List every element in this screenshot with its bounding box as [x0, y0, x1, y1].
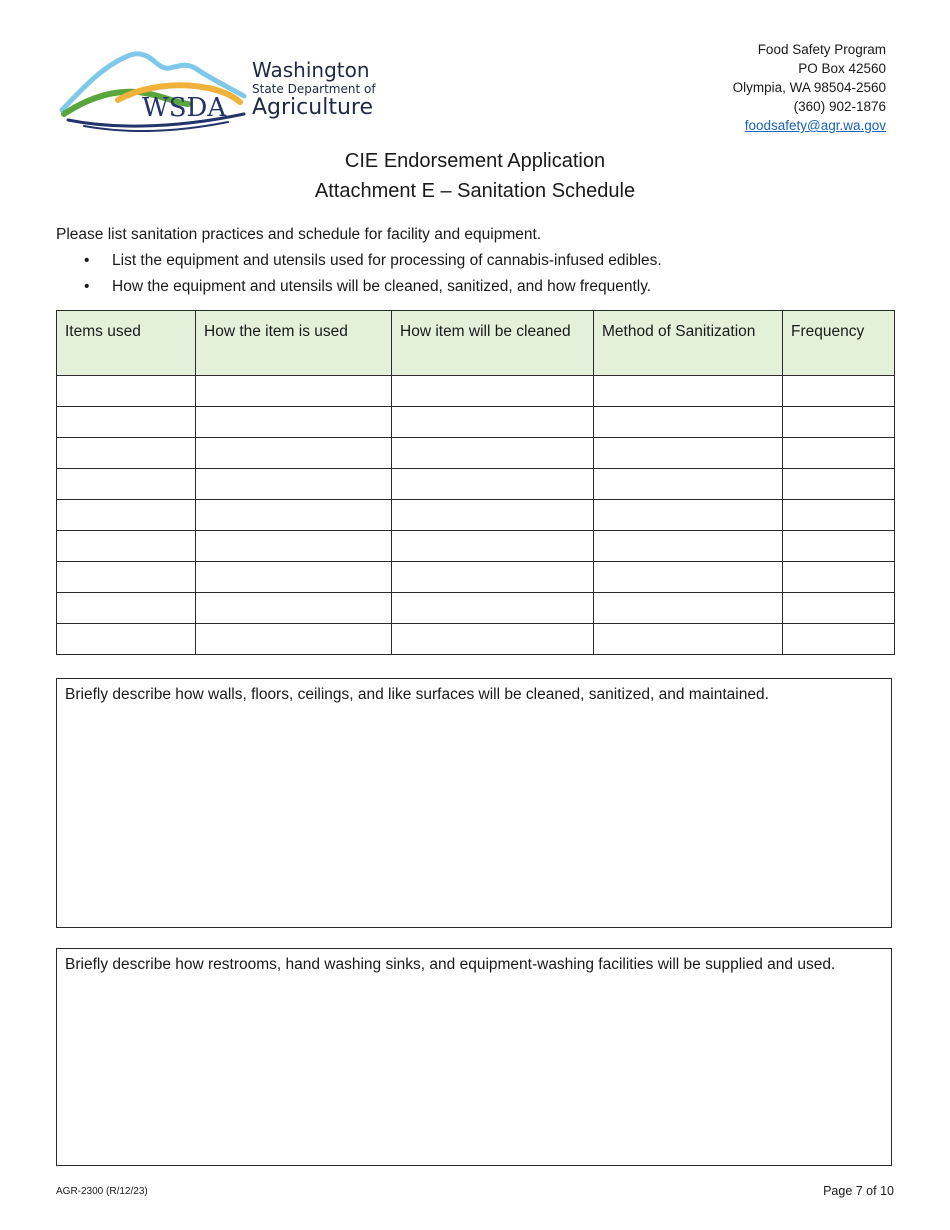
- title-line-1: CIE Endorsement Application: [344, 150, 606, 172]
- table-cell[interactable]: [783, 469, 895, 500]
- table-cell[interactable]: [392, 593, 594, 624]
- table-cell[interactable]: [392, 376, 594, 407]
- instructions-bullet: • List the equipment and utensils used for processing of cannabis-infused edibles.: [56, 248, 662, 274]
- title-line-2: Attachment E – Sanitation Schedule: [314, 180, 636, 202]
- sanitation-schedule-table: [56, 310, 895, 655]
- table-cell[interactable]: [392, 531, 594, 562]
- table-cell[interactable]: [57, 376, 196, 407]
- table-cell[interactable]: [594, 407, 783, 438]
- table-row: [57, 376, 895, 407]
- table-cell[interactable]: [594, 624, 783, 655]
- table-cell[interactable]: [783, 438, 895, 469]
- table-cell[interactable]: [783, 562, 895, 593]
- header-items-used: Items used: [57, 311, 196, 376]
- walls-floors-description-box[interactable]: [56, 678, 892, 928]
- wsda-emblem-text: WSDA: [142, 93, 227, 123]
- table-cell[interactable]: [594, 500, 783, 531]
- form-number: AGR-2300 (R/12/23): [56, 1186, 148, 1197]
- contact-program: Food Safety Program: [757, 42, 886, 57]
- contact-po-box: PO Box 42560: [798, 61, 886, 76]
- contact-email-link[interactable]: foodsafety@agr.wa.gov: [744, 118, 886, 133]
- table-cell[interactable]: [783, 376, 895, 407]
- table-cell[interactable]: [57, 531, 196, 562]
- table-cell[interactable]: [594, 469, 783, 500]
- contact-phone: (360) 902-1876: [793, 99, 886, 114]
- table-cell[interactable]: [57, 469, 196, 500]
- table-cell[interactable]: [57, 407, 196, 438]
- logo-line-washington: Washington: [252, 58, 370, 82]
- table-cell[interactable]: [196, 407, 392, 438]
- table-cell[interactable]: [392, 500, 594, 531]
- logo-line-department: State Department of: [252, 82, 376, 96]
- table-row: [57, 407, 895, 438]
- page-title: [0, 146, 950, 206]
- wsda-logo: [58, 48, 388, 132]
- table-cell[interactable]: [57, 438, 196, 469]
- table-row: [57, 531, 895, 562]
- table-cell[interactable]: [783, 407, 895, 438]
- contact-city: Olympia, WA 98504-2560: [732, 80, 886, 95]
- table-cell[interactable]: [594, 438, 783, 469]
- table-cell[interactable]: [783, 624, 895, 655]
- table-row: [57, 624, 895, 655]
- table-cell[interactable]: [392, 407, 594, 438]
- instructions-list: [56, 248, 662, 300]
- table-cell[interactable]: [783, 500, 895, 531]
- table-cell[interactable]: [783, 593, 895, 624]
- table-cell[interactable]: [594, 562, 783, 593]
- table-cell[interactable]: [196, 376, 392, 407]
- table-cell[interactable]: [196, 593, 392, 624]
- table-header-row: [57, 311, 895, 376]
- table-cell[interactable]: [196, 531, 392, 562]
- table-cell[interactable]: [594, 593, 783, 624]
- page-number: Page 7 of 10: [823, 1184, 894, 1198]
- walls-floors-prompt: Briefly describe how walls, floors, ceilings, and like surfaces will be cleaned, sanitized, and maintained.: [65, 686, 769, 703]
- header-how-item-used: How the item is used: [196, 311, 392, 376]
- table-cell[interactable]: [57, 562, 196, 593]
- table-cell[interactable]: [196, 500, 392, 531]
- table-cell[interactable]: [392, 624, 594, 655]
- table-cell[interactable]: [783, 531, 895, 562]
- logo-line-agriculture: Agriculture: [252, 95, 373, 120]
- table-cell[interactable]: [196, 469, 392, 500]
- table-cell[interactable]: [594, 531, 783, 562]
- table-cell[interactable]: [196, 562, 392, 593]
- contact-block: [733, 40, 886, 135]
- instructions-text: Please list sanitation practices and schedule for facility and equipment.: [56, 226, 542, 243]
- wsda-emblem-icon: [58, 48, 248, 132]
- instructions-bullet: • How the equipment and utensils will be cleaned, sanitized, and how frequently.: [56, 274, 662, 300]
- table-cell[interactable]: [196, 438, 392, 469]
- header-method-sanitization: Method of Sanitization: [594, 311, 783, 376]
- table-row: [57, 562, 895, 593]
- restrooms-prompt: Briefly describe how restrooms, hand washing sinks, and equipment-washing facilities will be supplied and used.: [65, 956, 836, 973]
- table-cell[interactable]: [57, 500, 196, 531]
- header-frequency: Frequency: [783, 311, 895, 376]
- table-row: [57, 593, 895, 624]
- instructions: [56, 222, 662, 300]
- logo-wordmark: [252, 58, 376, 120]
- table-cell[interactable]: [392, 469, 594, 500]
- table-cell[interactable]: [196, 624, 392, 655]
- table-row: [57, 438, 895, 469]
- table-cell[interactable]: [57, 593, 196, 624]
- table-cell[interactable]: [57, 624, 196, 655]
- table-cell[interactable]: [392, 438, 594, 469]
- restrooms-description-box[interactable]: [56, 948, 892, 1166]
- header-how-cleaned: How item will be cleaned: [392, 311, 594, 376]
- table-cell[interactable]: [392, 562, 594, 593]
- table-row: [57, 469, 895, 500]
- table-row: [57, 500, 895, 531]
- table-cell[interactable]: [594, 376, 783, 407]
